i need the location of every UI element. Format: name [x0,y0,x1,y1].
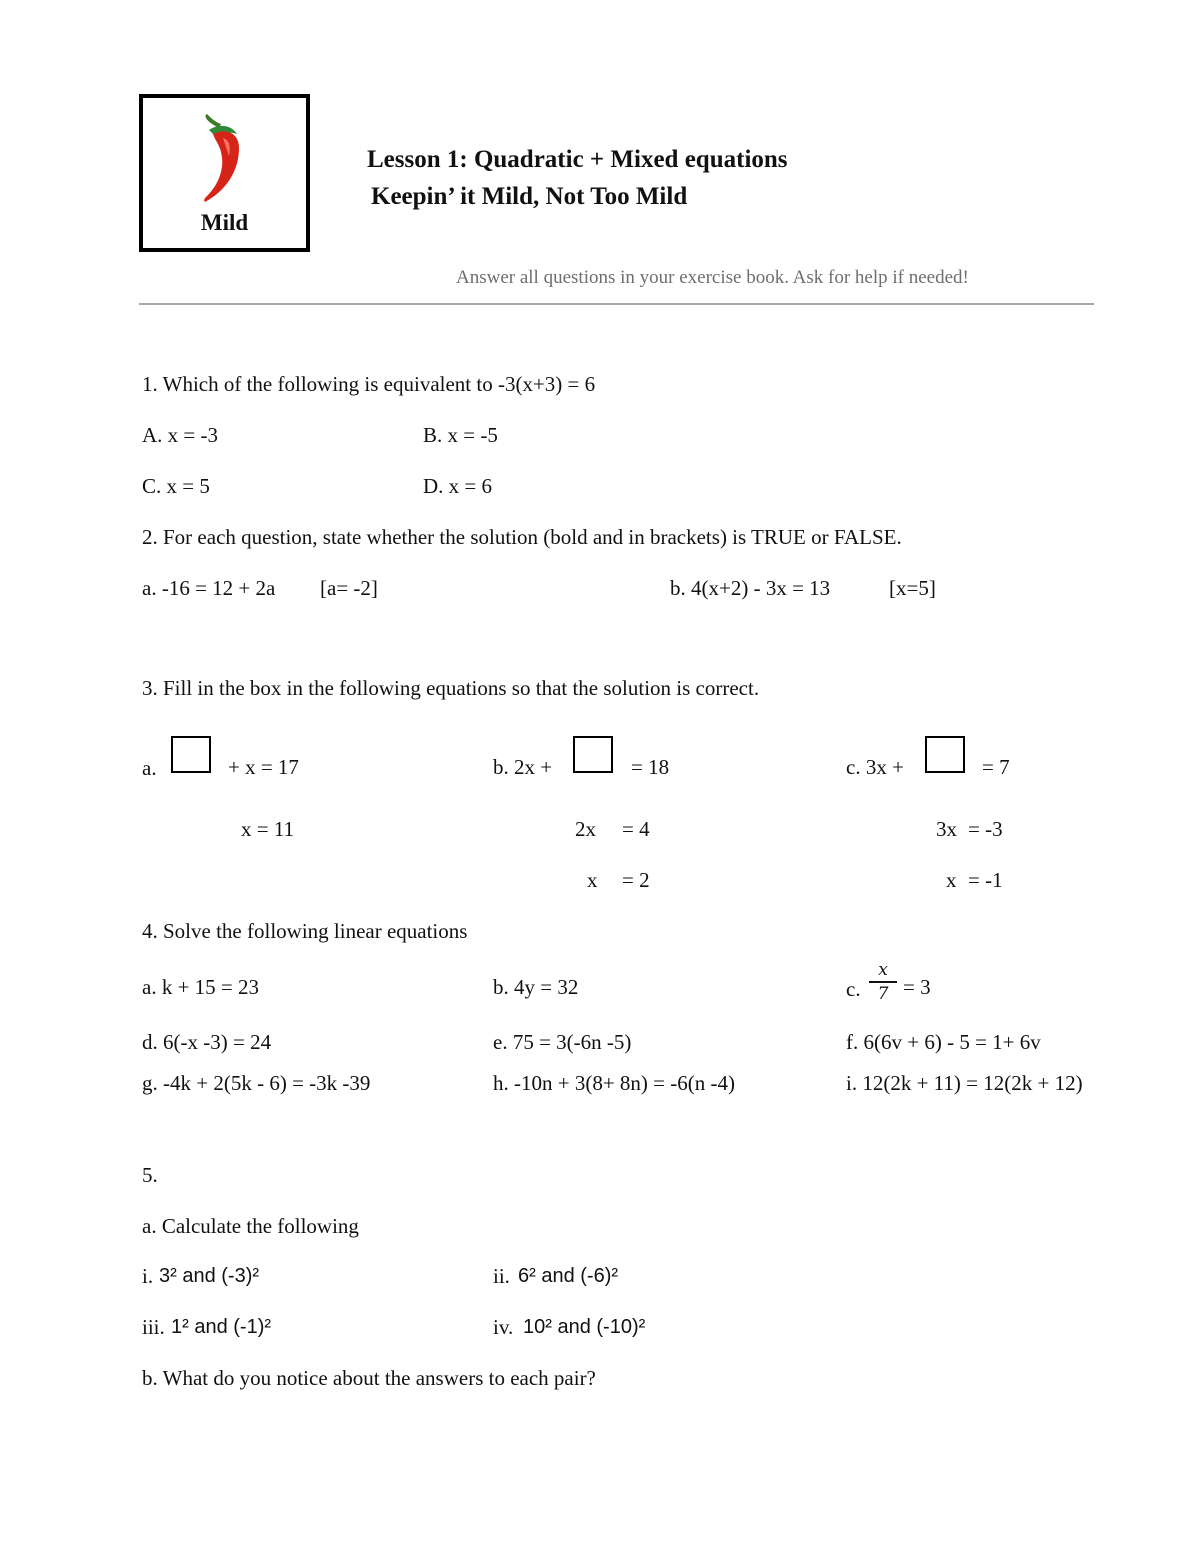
q3-prompt: 3. Fill in the box in the following equations so that the solution is correct. [142,676,760,700]
q4g: g. -4k + 2(5k - 6) = -3k -39 [142,1071,371,1095]
q3b-answer-box [573,736,613,773]
q5-ii-expr: 6² and (-6)² [518,1265,619,1287]
q4c-numerator: x [878,960,888,980]
q5a-prompt: a. Calculate the following [142,1214,359,1238]
q4h: h. -10n + 3(8+ 8n) = -6(n -4) [493,1071,735,1095]
lesson-subtitle: Keepin’ it Mild, Not Too Mild [371,183,688,210]
q2-prompt: 2. For each question, state whether the solution (bold and in brackets) is TRUE or FALSE. [142,525,902,549]
q4e: e. 75 = 3(-6n -5) [493,1030,632,1054]
q2b-solution: [x=5] [889,576,936,600]
q3c-line3-rhs: = -1 [968,868,1003,892]
q4c-rhs: = 3 [903,975,931,999]
q3a-line2: x = 11 [241,817,295,841]
q5-iii-expr: 1² and (-1)² [171,1316,272,1338]
q1-prompt: 1. Which of the following is equivalent to -3(x+3) = 6 [142,372,596,396]
instruction-text: Answer all questions in your exercise book. Ask for help if needed! [456,267,969,288]
q4f: f. 6(6v + 6) - 5 = 1+ 6v [846,1030,1041,1054]
q4-prompt: 4. Solve the following linear equations [142,919,468,943]
q3c-suffix: = 7 [982,755,1010,779]
q2a-solution: [a= -2] [320,576,378,600]
q2b-equation: b. 4(x+2) - 3x = 13 [670,576,831,600]
q5-iv-expr: 10² and (-10)² [523,1316,646,1338]
q4c-denominator: 7 [877,984,889,1004]
q4a: a. k + 15 = 23 [142,975,260,999]
q1-option-b: B. x = -5 [423,423,498,447]
q4d: d. 6(-x -3) = 24 [142,1030,272,1054]
q3c-line2-rhs: = -3 [968,817,1003,841]
q1-option-a: A. x = -3 [142,423,219,447]
q4c-fraction [869,960,897,1004]
q3b-line2-lhs: 2x [575,817,596,841]
header-divider [139,303,1094,305]
lesson-title: Lesson 1: Quadratic + Mixed equations [367,146,788,173]
q5-number: 5. [142,1163,158,1187]
q2a-equation: a. -16 = 12 + 2a [142,576,276,600]
q3c-line2-lhs: 3x [936,817,957,841]
q1-option-c: C. x = 5 [142,474,210,498]
q3b-suffix: = 18 [631,755,670,779]
q3c-answer-box [925,736,965,773]
q3b-prefix: b. 2x + [493,755,553,779]
q3c-line3-lhs: x [946,868,957,892]
mild-logo [139,94,310,252]
fraction-bar [869,981,897,983]
q4i: i. 12(2k + 11) = 12(2k + 12) [846,1071,1083,1095]
q5b-prompt: b. What do you notice about the answers to each pair? [142,1366,596,1390]
chili-pepper-icon [197,114,247,206]
q3b-line2-rhs: = 4 [622,817,650,841]
q3a-suffix: + x = 17 [228,755,299,779]
q5-iii-label: iii. [142,1315,165,1339]
q4b: b. 4y = 32 [493,975,579,999]
q4c-prefix: c. [846,977,861,1001]
logo-label: Mild [200,210,249,235]
q3a-answer-box [171,736,211,773]
q3b-line3-lhs: x [587,868,598,892]
q3a-prefix: a. [142,756,157,780]
q3b-line3-rhs: = 2 [622,868,650,892]
q5-iv-label: iv. [493,1315,514,1339]
q5-ii-label: ii. [493,1264,510,1288]
q5-i-label: i. [142,1264,154,1288]
q1-option-d: D. x = 6 [423,474,493,498]
q3c-prefix: c. 3x + [846,755,904,779]
q5-i-expr: 3² and (-3)² [159,1265,260,1287]
